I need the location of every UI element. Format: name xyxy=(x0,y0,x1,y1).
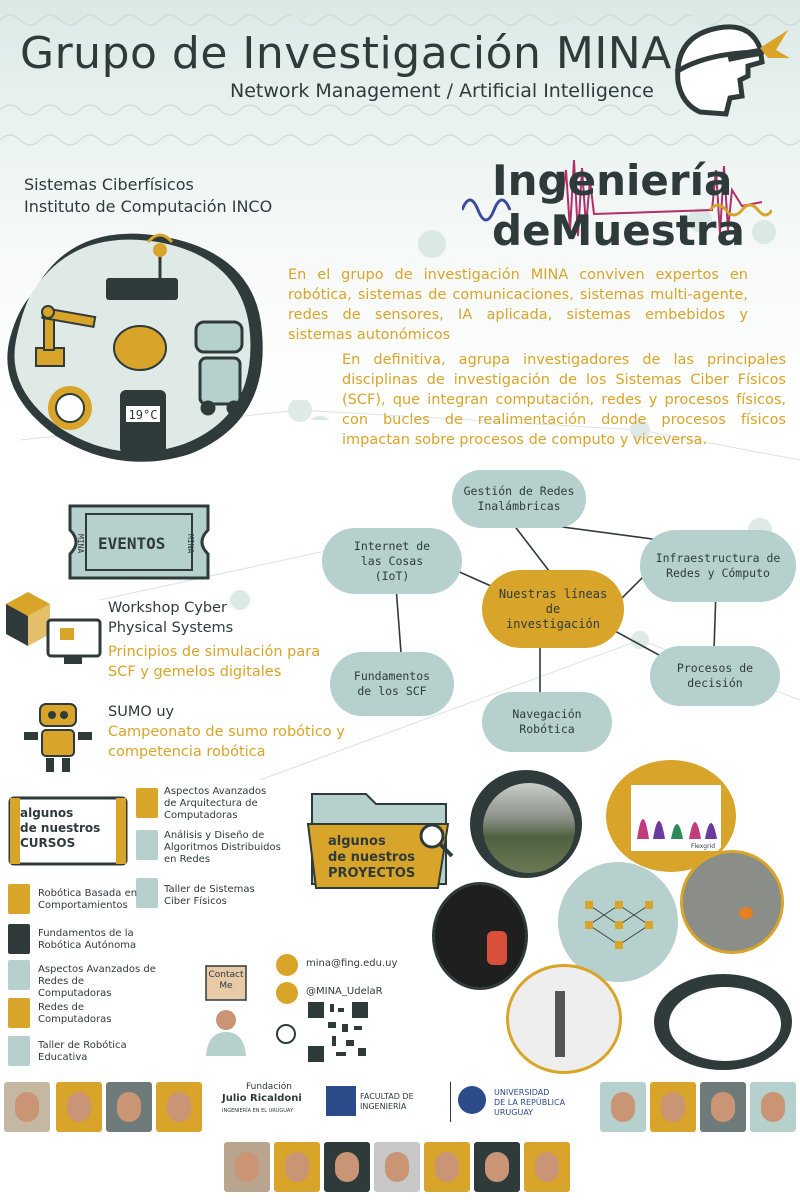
qr-code-icon[interactable] xyxy=(306,1000,370,1064)
team-photo xyxy=(700,1082,746,1132)
course-book-icon xyxy=(8,960,30,990)
project-photo-sketch xyxy=(654,974,792,1070)
team-photo xyxy=(750,1082,796,1132)
project-photo-lab xyxy=(506,964,622,1074)
cps-illustration xyxy=(0,222,290,470)
globe-icon xyxy=(48,386,92,430)
sumo-robot-icon xyxy=(20,698,96,774)
sumo-description: Campeonato de sumo robótico y competencia robótica xyxy=(108,724,345,760)
helmet-mascot-icon xyxy=(668,18,790,118)
brand-line-1: Ingeniería xyxy=(492,156,733,205)
node-foundations: Fundamentos de los SCF xyxy=(330,652,454,716)
team-photo xyxy=(56,1082,102,1132)
sponsor-facultad: FACULTAD DE INGENIERÍA xyxy=(360,1092,414,1111)
page-subtitle: Network Management / Artificial Intelligence xyxy=(230,80,654,102)
topic-line-1: Sistemas Ciberfísicos xyxy=(24,175,194,194)
team-photo xyxy=(424,1142,470,1192)
page-title: Grupo de Investigación MINA xyxy=(20,28,672,79)
projects-heading: algunos de nuestros PROYECTOS xyxy=(328,834,416,881)
events-side-right: MINA xyxy=(186,534,195,554)
course-item: Fundamentos de la Robótica Autónoma xyxy=(38,928,137,951)
course-book-icon xyxy=(8,998,30,1028)
project-photo-robot-floor xyxy=(680,850,784,954)
project-photo-vineyard xyxy=(470,770,582,878)
workshop-description: Principios de simulación para SCF y gemelos digitales xyxy=(108,644,321,680)
team-photo xyxy=(156,1082,202,1132)
intro-paragraph-2: En definitiva, agrupa investigadores de las principales disciplinas de investigación de los Sistemas Ciber Físicos (SCF), que integran computación, redes y procesos físicos, con bucles de realimentación donde procesos físicos impactan sobre procesos de computo y viceversa. xyxy=(342,352,786,448)
team-photo xyxy=(600,1082,646,1132)
brand-line-2: deMuestra xyxy=(492,206,745,255)
node-center: Nuestras líneas de investigación xyxy=(482,570,624,648)
twitter-icon xyxy=(276,982,298,1004)
team-photo xyxy=(474,1142,520,1192)
intro-paragraph-1: En el grupo de investigación MINA conviven expertos en robótica, sistemas de comunicaciones, sistemas multi-agente, redes de sensores, IA aplicada, sistemas embebidos y sistemas autonómicos xyxy=(288,267,748,343)
course-book-icon xyxy=(8,1036,30,1066)
node-iot: Internet de las Cosas (IoT) xyxy=(322,528,462,594)
node-infrastructure: Infraestructura de Redes y Cómputo xyxy=(640,530,796,602)
brain-icon xyxy=(114,326,166,370)
spectrum-chart xyxy=(631,785,721,851)
workshop-title: Workshop Cyber Physical Systems xyxy=(108,600,234,636)
sketch-image xyxy=(669,987,781,1061)
course-book-icon xyxy=(136,788,158,818)
course-item: Taller de Sistemas Ciber Físicos xyxy=(164,884,255,907)
course-book-icon xyxy=(136,830,158,860)
facultad-logo-icon xyxy=(326,1086,356,1116)
thermometer-icon xyxy=(120,390,166,454)
project-photo-network xyxy=(558,862,678,982)
brand-logo xyxy=(492,156,745,256)
course-item: Robótica Basada en Comportamientos xyxy=(38,888,138,911)
vineyard-image xyxy=(483,783,575,873)
events-side-left: MINA xyxy=(76,534,85,554)
topic-block xyxy=(24,174,272,218)
sponsor-udelar: UNIVERSIDAD DE LA REPÚBLICA URUGUAY xyxy=(494,1088,566,1117)
miner-figure xyxy=(487,931,507,965)
course-book-icon xyxy=(8,884,30,914)
events-label: EVENTOS xyxy=(98,534,166,553)
team-photo xyxy=(4,1082,50,1132)
course-item: Aspectos Avanzados de Redes de Computadoras xyxy=(38,964,156,999)
team-photo xyxy=(650,1082,696,1132)
web-globe-icon xyxy=(276,1024,296,1044)
contact-twitter[interactable]: @MINA_UdelaR xyxy=(306,986,383,997)
course-item: Taller de Robótica Educativa xyxy=(38,1040,127,1063)
robot-ball xyxy=(739,907,753,919)
robot-icon xyxy=(196,322,242,414)
course-book-icon xyxy=(8,924,30,954)
team-photo xyxy=(106,1082,152,1132)
course-item: Redes de Computadoras xyxy=(38,1002,112,1025)
team-photo xyxy=(374,1142,420,1192)
contact-email[interactable]: mina@fing.edu.uy xyxy=(306,958,398,969)
node-decision: Procesos de decisión xyxy=(650,646,780,706)
course-item: Aspectos Avanzados de Arquitectura de Computadoras xyxy=(164,786,267,821)
node-navigation: Navegación Robótica xyxy=(482,692,612,752)
team-photo xyxy=(274,1142,320,1192)
computer-cube-icon xyxy=(2,590,106,674)
sponsor-divider xyxy=(450,1082,451,1122)
team-photo xyxy=(524,1142,570,1192)
sumo-title: SUMO uy xyxy=(108,704,175,720)
node-wireless: Gestión de Redes Inalámbricas xyxy=(452,470,586,528)
email-icon xyxy=(276,954,298,976)
spectrum-label: Flexgrid xyxy=(691,843,716,850)
team-photo xyxy=(324,1142,370,1192)
network-diagram xyxy=(577,885,661,955)
svg-text:19°C: 19°C xyxy=(128,408,158,422)
contact-sign: Contact Me xyxy=(208,970,244,991)
team-photo xyxy=(224,1142,270,1192)
course-item: Análisis y Diseño de Algoritmos Distribuidos en Redes xyxy=(164,830,281,865)
topic-line-2: Instituto de Computación INCO xyxy=(24,197,273,216)
lab-robot-arm xyxy=(555,991,565,1057)
project-photo-mine xyxy=(432,882,528,990)
sponsor-fundacion: Fundación Julio Ricaldoni INGENIERÍA EN EL URUGUAY xyxy=(220,1082,306,1130)
udelar-logo-icon xyxy=(458,1086,486,1114)
courses-heading: algunos de nuestros CURSOS xyxy=(20,806,101,850)
